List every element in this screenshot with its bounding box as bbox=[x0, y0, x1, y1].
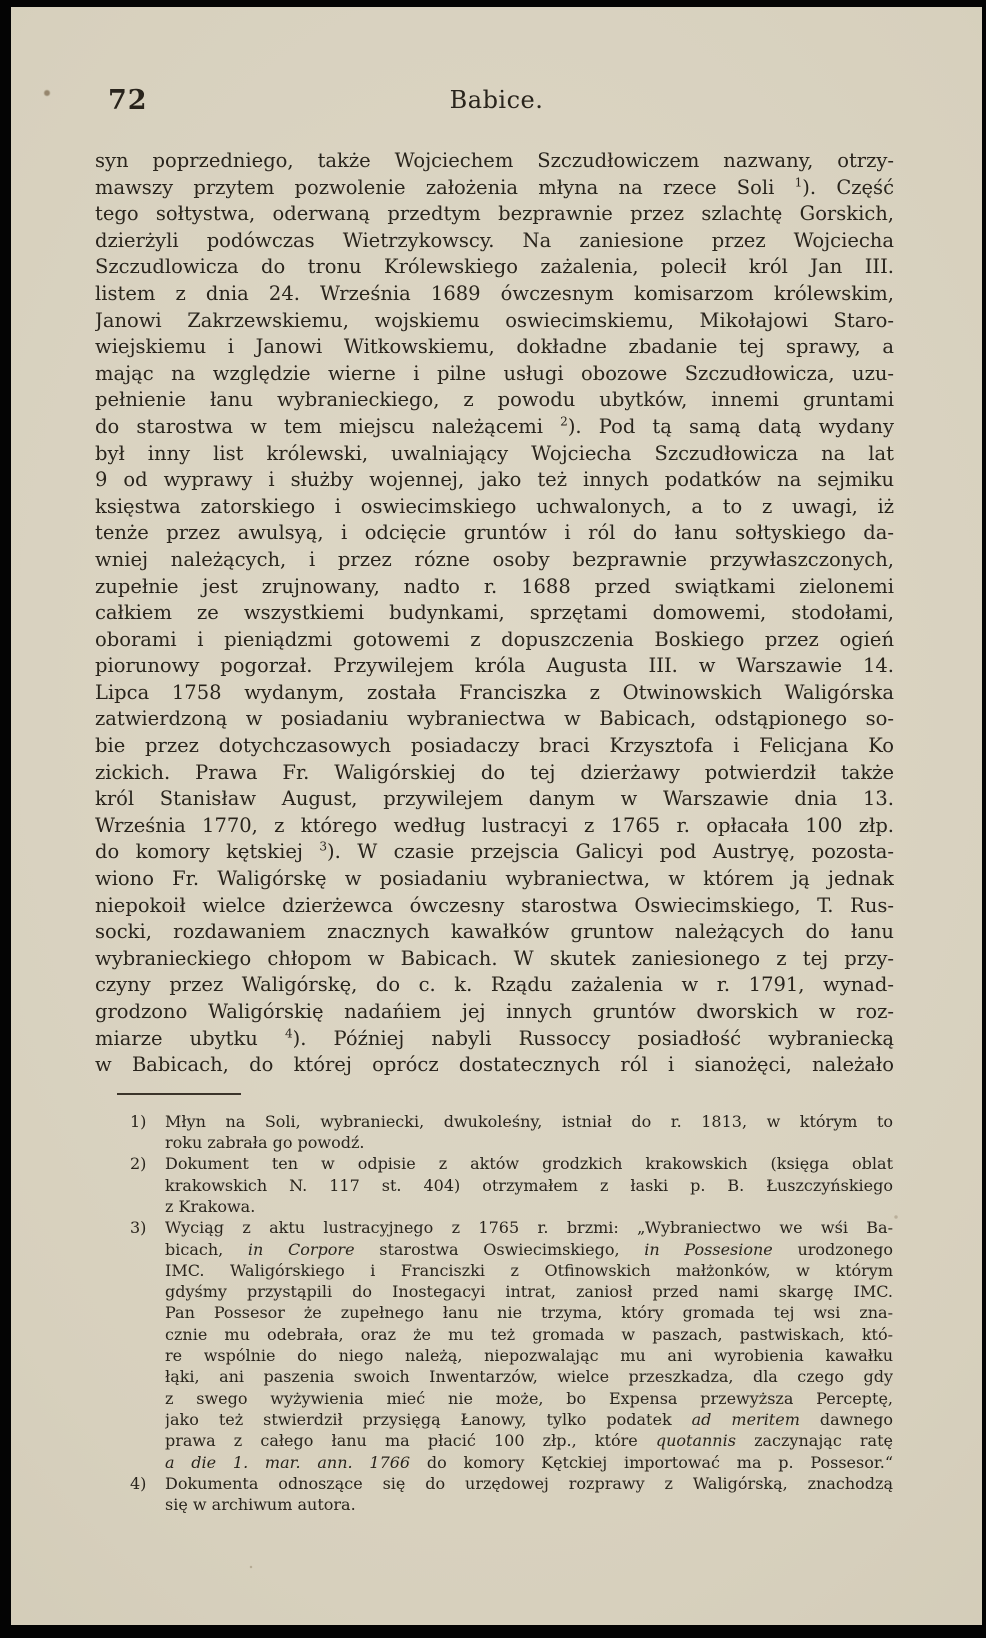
text-segment: re wspólnie do niego należą, niepozwalając mu ani wyrobienia kawałku bbox=[165, 1346, 893, 1366]
text-segment: 2 bbox=[560, 414, 568, 429]
text-line bbox=[95, 308, 894, 335]
text-line bbox=[95, 254, 894, 281]
text-line bbox=[95, 919, 894, 946]
text-line bbox=[95, 733, 894, 760]
text-segment: niepokoił wielce dzierżewca ówczesny starostwa Oswiecimskiego, T. Rus- bbox=[95, 893, 894, 917]
text-segment: tenże przez awulsyą, i odcięcie gruntów i ról do łanu sołtyskiego da- bbox=[95, 521, 894, 545]
text-segment: cznie mu odebrała, oraz że mu też gromada w paszach, pastwiskach, któ- bbox=[165, 1324, 893, 1344]
text-segment: oborami i pieniądzmi gotowemi z dopuszczenia Boskiego przez ogień bbox=[95, 627, 894, 651]
text-segment: roku zabrała go powodź. bbox=[165, 1133, 365, 1153]
text-line bbox=[165, 1366, 893, 1387]
text-segment: syn poprzedniego, także Wojciechem Szczudłowiczem nazwany, otrzy- bbox=[95, 149, 894, 172]
text-segment: Września 1770, z którego według lustracyi z 1765 r. opłacała 100 złp. bbox=[95, 813, 894, 837]
text-line bbox=[95, 813, 894, 840]
text-segment: do komory Kętckiej importować ma p. Possesor.“ bbox=[410, 1452, 893, 1472]
footnote-text bbox=[165, 1473, 893, 1516]
text-line bbox=[95, 706, 894, 733]
text-segment: ). W czasie przejscia Galicyi pod Austryę, pozosta- bbox=[327, 840, 894, 864]
text-line bbox=[95, 600, 894, 627]
text-segment: ). Pod tą samą datą wydany bbox=[567, 414, 894, 438]
text-segment: dawnego bbox=[799, 1409, 893, 1429]
page-number: 72 bbox=[108, 85, 148, 116]
text-line bbox=[165, 1175, 893, 1196]
text-line bbox=[165, 1345, 893, 1366]
text-segment: in Corpore bbox=[247, 1239, 355, 1259]
text-segment: listem z dnia 24. Września 1689 ówczesnym komisarzom królewskim, bbox=[95, 281, 894, 305]
text-segment: urodzonego bbox=[772, 1239, 893, 1259]
text-line bbox=[95, 627, 894, 654]
text-line bbox=[95, 893, 894, 920]
text-line bbox=[165, 1388, 893, 1409]
text-line bbox=[165, 1196, 893, 1217]
text-segment: się w archiwum autora. bbox=[165, 1495, 356, 1515]
text-segment: bicach, bbox=[165, 1239, 248, 1259]
footnote bbox=[130, 1153, 893, 1217]
footnote bbox=[130, 1111, 893, 1154]
footnote-separator bbox=[117, 1093, 241, 1095]
page-header bbox=[11, 85, 982, 119]
text-segment: quotannis bbox=[655, 1431, 736, 1451]
text-segment: jako też stwierdził przysięgą Łanowy, tylko podatek bbox=[165, 1409, 692, 1429]
text-segment: dzierżyli podówczas Wietrzykowscy. Na zaniesione przez Wojciecha bbox=[95, 228, 894, 252]
text-line bbox=[95, 574, 894, 601]
text-segment: starostwa Oswiecimskiego, bbox=[354, 1239, 645, 1259]
footnote bbox=[130, 1217, 893, 1473]
text-segment: in Possesione bbox=[644, 1239, 773, 1259]
footnote-text bbox=[165, 1153, 893, 1217]
text-line bbox=[95, 786, 894, 813]
footnote bbox=[130, 1473, 893, 1516]
text-line bbox=[165, 1217, 893, 1238]
text-segment: prawa z całego łanu ma płacić 100 złp., które bbox=[165, 1431, 656, 1451]
text-segment: zaczynając ratę bbox=[735, 1431, 893, 1451]
text-segment: Młyn na Soli, wybraniecki, dwukoleśny, istniał do r. 1813, w którym to bbox=[165, 1111, 893, 1131]
text-line bbox=[95, 494, 894, 521]
text-segment: do komory kętskiej bbox=[95, 840, 320, 864]
text-segment: całkiem ze wszystkiemi budynkami, sprzętami domowemi, stodołami, bbox=[95, 601, 894, 625]
text-segment: grodzono Waligórskię nadańiem jej innych gruntów dworskich w roz- bbox=[95, 1000, 894, 1023]
page-title: Babice. bbox=[449, 86, 544, 114]
text-line bbox=[95, 946, 894, 973]
text-segment: ). Później nabyli Russoccy posiadłość wybraniecką bbox=[292, 1026, 894, 1050]
text-segment: gdyśmy przystąpili do Inostegacyi intrat, zaniosł przed nami skargę IMC. bbox=[165, 1282, 893, 1302]
text-segment: 9 od wyprawy i służby wojennej, jako też innych podatków na sejmiku bbox=[95, 468, 894, 492]
text-segment: zatwierdzoną w posiadaniu wybraniectwa w Babicach, odstąpionego so- bbox=[95, 707, 894, 731]
text-line bbox=[165, 1260, 893, 1281]
text-line bbox=[165, 1281, 893, 1302]
text-segment: socki, rozdawaniem znacznych kawałków gruntow należących do łanu bbox=[95, 920, 894, 944]
footnote-text bbox=[165, 1111, 893, 1154]
text-line bbox=[165, 1409, 893, 1430]
text-segment: Szczudlowicza do tronu Królewskiego zażalenia, polecił król Jan III. bbox=[95, 255, 894, 279]
text-line bbox=[95, 1052, 894, 1079]
text-line bbox=[165, 1302, 893, 1323]
text-segment: był inny list królewski, uwalniający Wojciecha Szczudłowicza na lat bbox=[95, 441, 894, 465]
text-line bbox=[95, 281, 894, 308]
text-segment: zickich. Prawa Fr. Waligórskiej do tej dzierżawy potwierdził także bbox=[95, 760, 894, 784]
text-line bbox=[95, 1026, 894, 1053]
text-line bbox=[95, 175, 894, 202]
text-segment: bie przez dotychczasowych posiadaczy braci Krzysztofa i Felicjana Ko bbox=[95, 734, 894, 758]
page-paper bbox=[11, 7, 982, 1625]
text-segment: Dokument ten w odpisie z aktów grodzkich krakowskich (księga oblat bbox=[165, 1154, 893, 1174]
text-segment: czyny przez Waligórskę, do c. k. Rządu zażalenia w r. 1791, wynad- bbox=[95, 973, 894, 997]
text-line bbox=[95, 414, 894, 441]
text-line bbox=[95, 839, 894, 866]
text-line bbox=[165, 1324, 893, 1345]
text-segment: pełnienie łanu wybranieckiego, z powodu ubytków, innemi gruntami bbox=[95, 388, 894, 412]
text-segment: IMC. Waligórskiego i Franciszki z Otfinowskich małżonków, w którym bbox=[165, 1260, 893, 1280]
text-line bbox=[95, 999, 894, 1026]
text-segment: Pan Possesor że zupełnego łanu nie trzyma, który gromada tej wsi zna- bbox=[165, 1303, 893, 1323]
text-line bbox=[95, 228, 894, 255]
text-segment: 4 bbox=[284, 1026, 293, 1041]
text-segment: tego sołtystwa, oderwaną przedtym bezprawnie przez szlachtę Gorskich, bbox=[95, 202, 894, 226]
text-line bbox=[95, 653, 894, 680]
text-segment: wiono Fr. Waligórskę w posiadaniu wybraniectwa, w którem ją jednak bbox=[95, 867, 894, 891]
footnote-text bbox=[165, 1217, 893, 1473]
text-segment: księstwa zatorskiego i oswiecimskiego uchwalonych, a to z uwagi, iż bbox=[95, 494, 894, 518]
text-line bbox=[95, 387, 894, 414]
text-segment: z swego wyżywienia mieć nie może, bo Expensa przewyższa Perceptę, bbox=[165, 1388, 893, 1408]
text-segment: król Stanisław August, przywilejem danym w Warszawie dnia 13. bbox=[95, 787, 894, 811]
text-segment: krakowskich N. 117 st. 404) otrzymałem z łaski p. B. Łuszczyńskiego bbox=[165, 1175, 893, 1195]
text-line bbox=[165, 1494, 893, 1515]
text-segment: zupełnie jest zrujnowany, nadto r. 1688 przed swiątkami zielonemi bbox=[95, 574, 894, 598]
text-segment: piorunowy pogorzał. Przywilejem króla Augusta III. w Warszawie 14. bbox=[95, 654, 894, 678]
text-line bbox=[165, 1473, 893, 1494]
text-segment: wniej należących, i przez rózne osoby bezprawnie przywłaszczonych, bbox=[95, 547, 894, 571]
text-segment: Wyciąg z aktu lustracyjnego z 1765 r. brzmi: „Wybraniectwo we wśi Ba- bbox=[165, 1218, 893, 1238]
text-segment: a die 1. mar. ann. 1766 bbox=[165, 1452, 411, 1472]
text-segment: Lipca 1758 wydanym, została Franciszka z Otwinowskich Waligórska bbox=[95, 680, 894, 704]
text-segment: w Babicach, do której oprócz dostatecznych ról i sianożęci, należało bbox=[95, 1053, 894, 1077]
text-segment: 3 bbox=[319, 839, 328, 854]
text-line bbox=[165, 1111, 893, 1132]
footnote-number: 4) bbox=[130, 1473, 147, 1493]
text-segment: wybranieckiego chłopom w Babicach. W skutek zaniesionego z tej przy- bbox=[95, 946, 894, 970]
text-line bbox=[95, 866, 894, 893]
text-line bbox=[165, 1239, 893, 1260]
footnote-number: 3) bbox=[130, 1218, 147, 1238]
text-segment: mając na względzie wierne i pilne usługi obozowe Szczudłowicza, uzu- bbox=[95, 361, 894, 385]
text-segment: z Krakowa. bbox=[165, 1196, 256, 1216]
text-line bbox=[95, 680, 894, 707]
text-line bbox=[95, 760, 894, 787]
text-line bbox=[165, 1153, 893, 1174]
text-line bbox=[165, 1132, 893, 1153]
text-line bbox=[165, 1430, 893, 1451]
main-text bbox=[95, 148, 894, 1079]
footnotes-section bbox=[130, 1111, 893, 1516]
text-line bbox=[95, 334, 894, 361]
text-line bbox=[95, 361, 894, 388]
footnote-number: 1) bbox=[130, 1111, 147, 1131]
text-line bbox=[95, 547, 894, 574]
text-line bbox=[165, 1452, 893, 1473]
text-line bbox=[95, 201, 894, 228]
text-segment: mawszy przytem pozwolenie założenia młyna na rzece Soli bbox=[95, 175, 795, 199]
text-segment: ad meritem bbox=[691, 1409, 800, 1429]
text-line bbox=[95, 520, 894, 547]
text-line bbox=[95, 441, 894, 468]
text-segment: do starostwa w tem miejscu należącemi bbox=[95, 414, 561, 438]
text-segment: Janowi Zakrzewskiemu, wojskiemu oswiecimskiemu, Mikołajowi Staro- bbox=[95, 308, 894, 332]
text-segment: ). Część bbox=[802, 175, 894, 199]
text-segment: wiejskiemu i Janowi Witkowskiemu, dokładne zbadanie tej sprawy, a bbox=[95, 335, 894, 359]
text-line bbox=[95, 972, 894, 999]
text-segment: 1 bbox=[794, 175, 803, 190]
text-segment: miarze ubytku bbox=[95, 1026, 285, 1050]
text-line bbox=[95, 148, 894, 175]
text-segment: łąki, ani paszenia swoich Inwentarzów, wielce przeszkadza, dla czego gdy bbox=[165, 1367, 893, 1387]
text-line bbox=[95, 467, 894, 494]
footnote-number: 2) bbox=[130, 1154, 147, 1174]
text-segment: Dokumenta odnoszące się do urzędowej rozprawy z Waligórską, znachodzą bbox=[165, 1473, 893, 1493]
